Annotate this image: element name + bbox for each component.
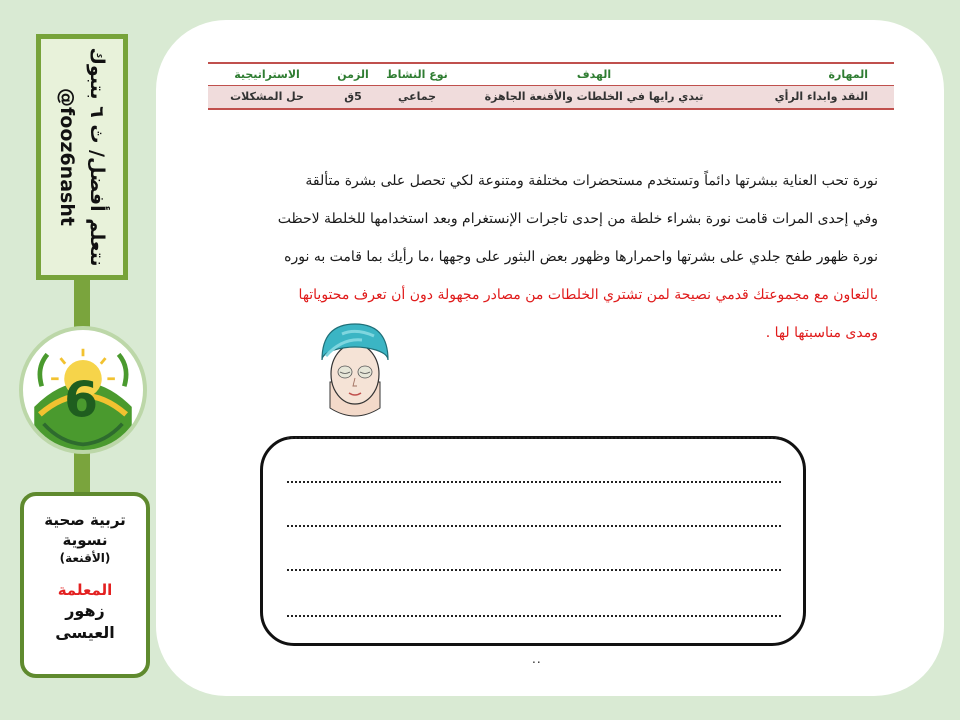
footer-dots: ..: [532, 652, 542, 666]
table-row: [208, 85, 894, 109]
header-skill: المهارة: [734, 63, 894, 85]
banner-line-1: نتعلم أفضل/ ث ٦ بتبوك: [86, 47, 108, 267]
subject-topic: (الأقنعة): [59, 551, 111, 565]
lesson-info-table: [208, 62, 894, 110]
answer-box[interactable]: [260, 436, 806, 646]
banner-handle: @fooz6nasht: [56, 88, 78, 226]
header-goal: الهدف: [454, 63, 734, 85]
svg-text:6: 6: [64, 372, 99, 429]
answer-line-1[interactable]: [287, 437, 781, 439]
answer-line-3[interactable]: [287, 525, 781, 527]
story-line-1: نورة تحب العناية ببشرتها دائماً وتستخدم مستحضرات مختلفة ومتنوعة لكي تحصل على بشرة متألقة: [305, 173, 878, 189]
school-logo: [19, 326, 147, 454]
header-activity-type: نوع النشاط: [380, 63, 454, 85]
story-line-3: نورة ظهور طفح جلدي على بشرتها واحمرارها وظهور بعض البثور على وجهها ،ما رأيك بما قامت به نوره: [284, 249, 878, 265]
school-logo-icon: [23, 330, 143, 450]
teacher-last-name: العيسى: [55, 623, 115, 642]
answer-line-4[interactable]: [287, 569, 781, 571]
task-line-2: ومدى مناسبتها لها .: [765, 325, 878, 341]
header-strategy: الاستراتيجية: [208, 63, 326, 85]
sidebar-banner: [36, 34, 128, 280]
teacher-label: المعلمة: [57, 581, 113, 599]
cell-time: 5ق: [326, 85, 380, 109]
cell-strategy: حل المشكلات: [208, 85, 326, 109]
header-time: الزمن: [326, 63, 380, 85]
cell-goal: تبدي رايها في الخلطات والأقنعة الجاهزة: [454, 85, 734, 109]
table-header-row: [208, 63, 894, 85]
subject-title: تربية صحية: [44, 511, 126, 529]
story-line-2: وفي إحدى المرات قامت نورة بشراء خلطة من إحدى تاجرات الإنستغرام وبعد استخدامها للخلطة لاحظت: [277, 211, 878, 227]
teacher-first-name: زهور: [65, 601, 105, 620]
subject-info-box: [20, 492, 150, 678]
face-mask-icon: [312, 320, 398, 424]
cell-skill: النقد وابداء الرأي: [734, 85, 894, 109]
cell-activity-type: جماعي: [380, 85, 454, 109]
banner-text: [52, 39, 112, 275]
task-line-1: بالتعاون مع مجموعتك قدمي نصيحة لمن تشتري الخلطات من مصادر مجهولة دون أن تعرف محتوياتها: [298, 287, 878, 303]
answer-line-5[interactable]: [287, 615, 781, 617]
subject-subtitle: نسوية: [62, 531, 108, 549]
answer-line-2[interactable]: [287, 481, 781, 483]
